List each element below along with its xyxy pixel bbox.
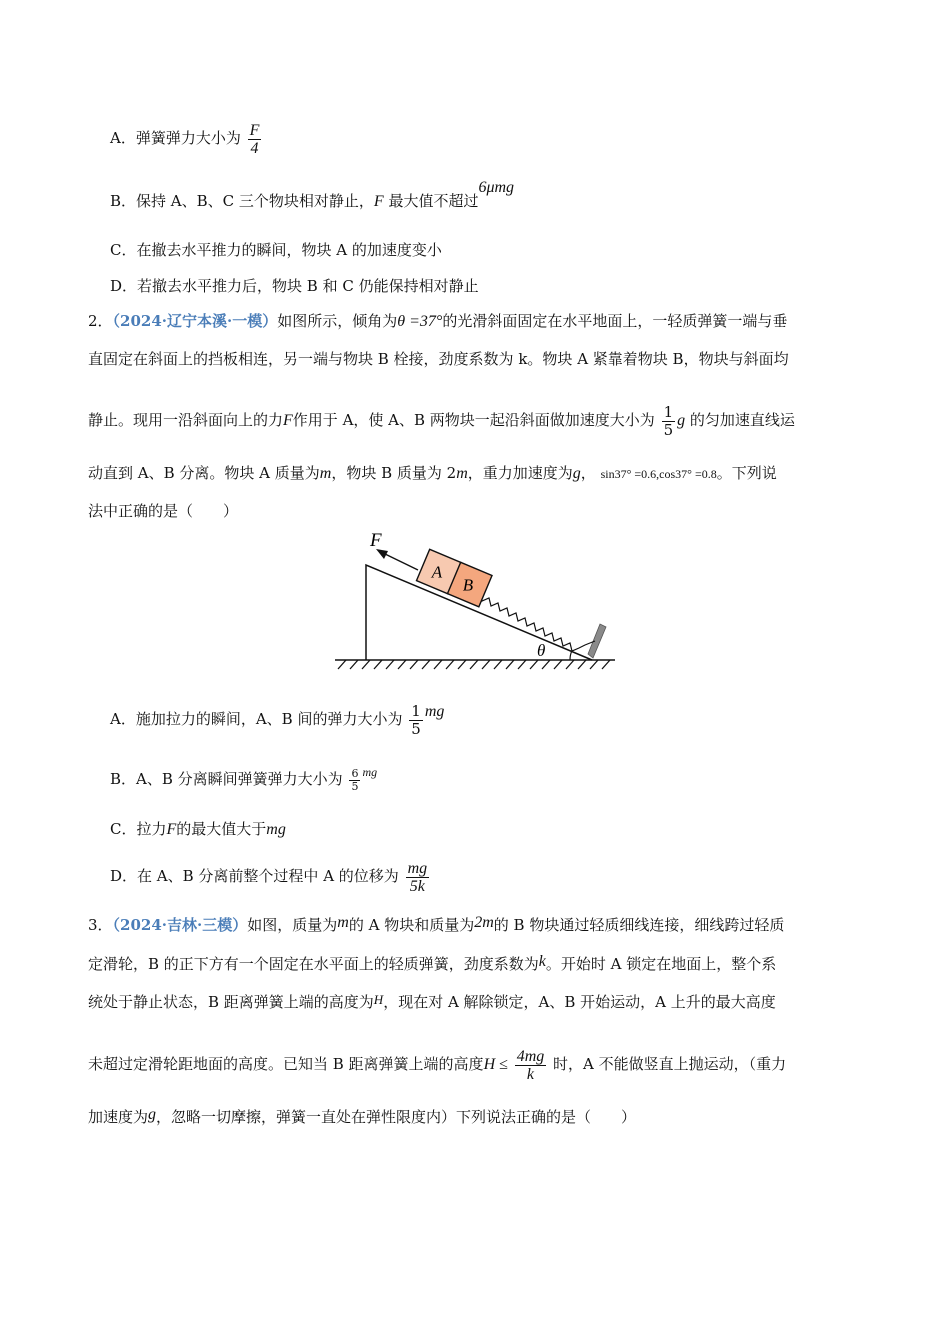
q3-line-1: 3．（2024·吉林·三模）如图，质量为m的 A 物块和质量为2m的 B 物块通过轻质细线连接，细线跨过轻质 [88, 914, 785, 934]
angle-arc [570, 651, 572, 660]
q1-option-a: A．弹簧弹力大小为 $\frac{F}{4}$ [110, 121, 260, 157]
q2-option-a: A．施加拉力的瞬间，A、B 间的弹力大小为 $\frac{1}{5}$ mg [110, 701, 445, 738]
q2-line-3: 静止。现用一沿斜面向上的力F作用于 A，使 A、B 两物块一起沿斜面做加速度大小为 $\frac{1}{5}$ g 的匀加速直线运 [88, 402, 795, 439]
q2-option-d: D．在 A、B 分离前整个过程中 A 的位移为 $\frac{mg}{5k}$ [110, 859, 428, 895]
q1-option-d: D．若撤去水平推力后，物块 B 和 C 仍能保持相对静止 [110, 277, 479, 295]
ground-hatching [338, 660, 610, 669]
q2-line-1: 2．（2024·辽宁本溪·一模）如图所示，倾角为θ =37°的光滑斜面固定在水平地面上，一轻质弹簧一端与垂 [88, 312, 788, 330]
stopper-plate [588, 624, 606, 658]
q3-line-4: 未超过定滑轮距地面的高度。已知当 B 距离弹簧上端的高度H ≤ $\frac{4mg}{k}$ 时，A 不能做竖直上抛运动，（重力 [88, 1047, 787, 1083]
q1-option-b: B．保持 A、B、C 三个物块相对静止，F 最大值不超过6μmg [110, 179, 515, 210]
force-arrow [383, 553, 418, 570]
q2-line-5: 法中正确的是（ ） [88, 502, 239, 520]
q1-option-c: C．在撤去水平推力的瞬间，物块 A 的加速度变小 [110, 241, 442, 259]
q2-option-b: B．A、B 分离瞬间弹簧弹力大小为 $\frac{6}{5}$ $^{mg}$ [110, 765, 378, 793]
spring [474, 593, 595, 651]
force-label: F [370, 530, 382, 551]
block-a-label: A [431, 562, 443, 582]
q3-line-2: 定滑轮，B 的正下方有一个固定在水平面上的轻质弹簧，劲度系数为k。开始时 A 锁定在地面上，整个系 [88, 953, 777, 973]
q2-option-c: C．拉力F的最大值大于mg [110, 820, 286, 838]
q3-line-5: 加速度为g，忽略一切摩擦，弹簧一直处在弹性限度内）下列说法正确的是（ ） [88, 1106, 637, 1126]
incline-figure [330, 528, 620, 673]
q2-line-4: 动直到 A、B 分离。物块 A 质量为m，物块 B 质量为 2m，重力加速度为g， sin37° =0.6,cos37° =0.8。下列说 [88, 464, 777, 482]
block-b-label: B [462, 575, 474, 595]
angle-label: θ [537, 641, 546, 660]
q3-line-3: 统处于静止状态，B 距离弹簧上端的高度为H，现在对 A 解除锁定，A、B 开始运动，A 上升的最大高度 [88, 992, 776, 1011]
q2-line-2: 直固定在斜面上的挡板相连，另一端与物块 B 栓接，劲度系数为 k。物块 A 紧靠着物块 B，物块与斜面均 [88, 350, 789, 368]
